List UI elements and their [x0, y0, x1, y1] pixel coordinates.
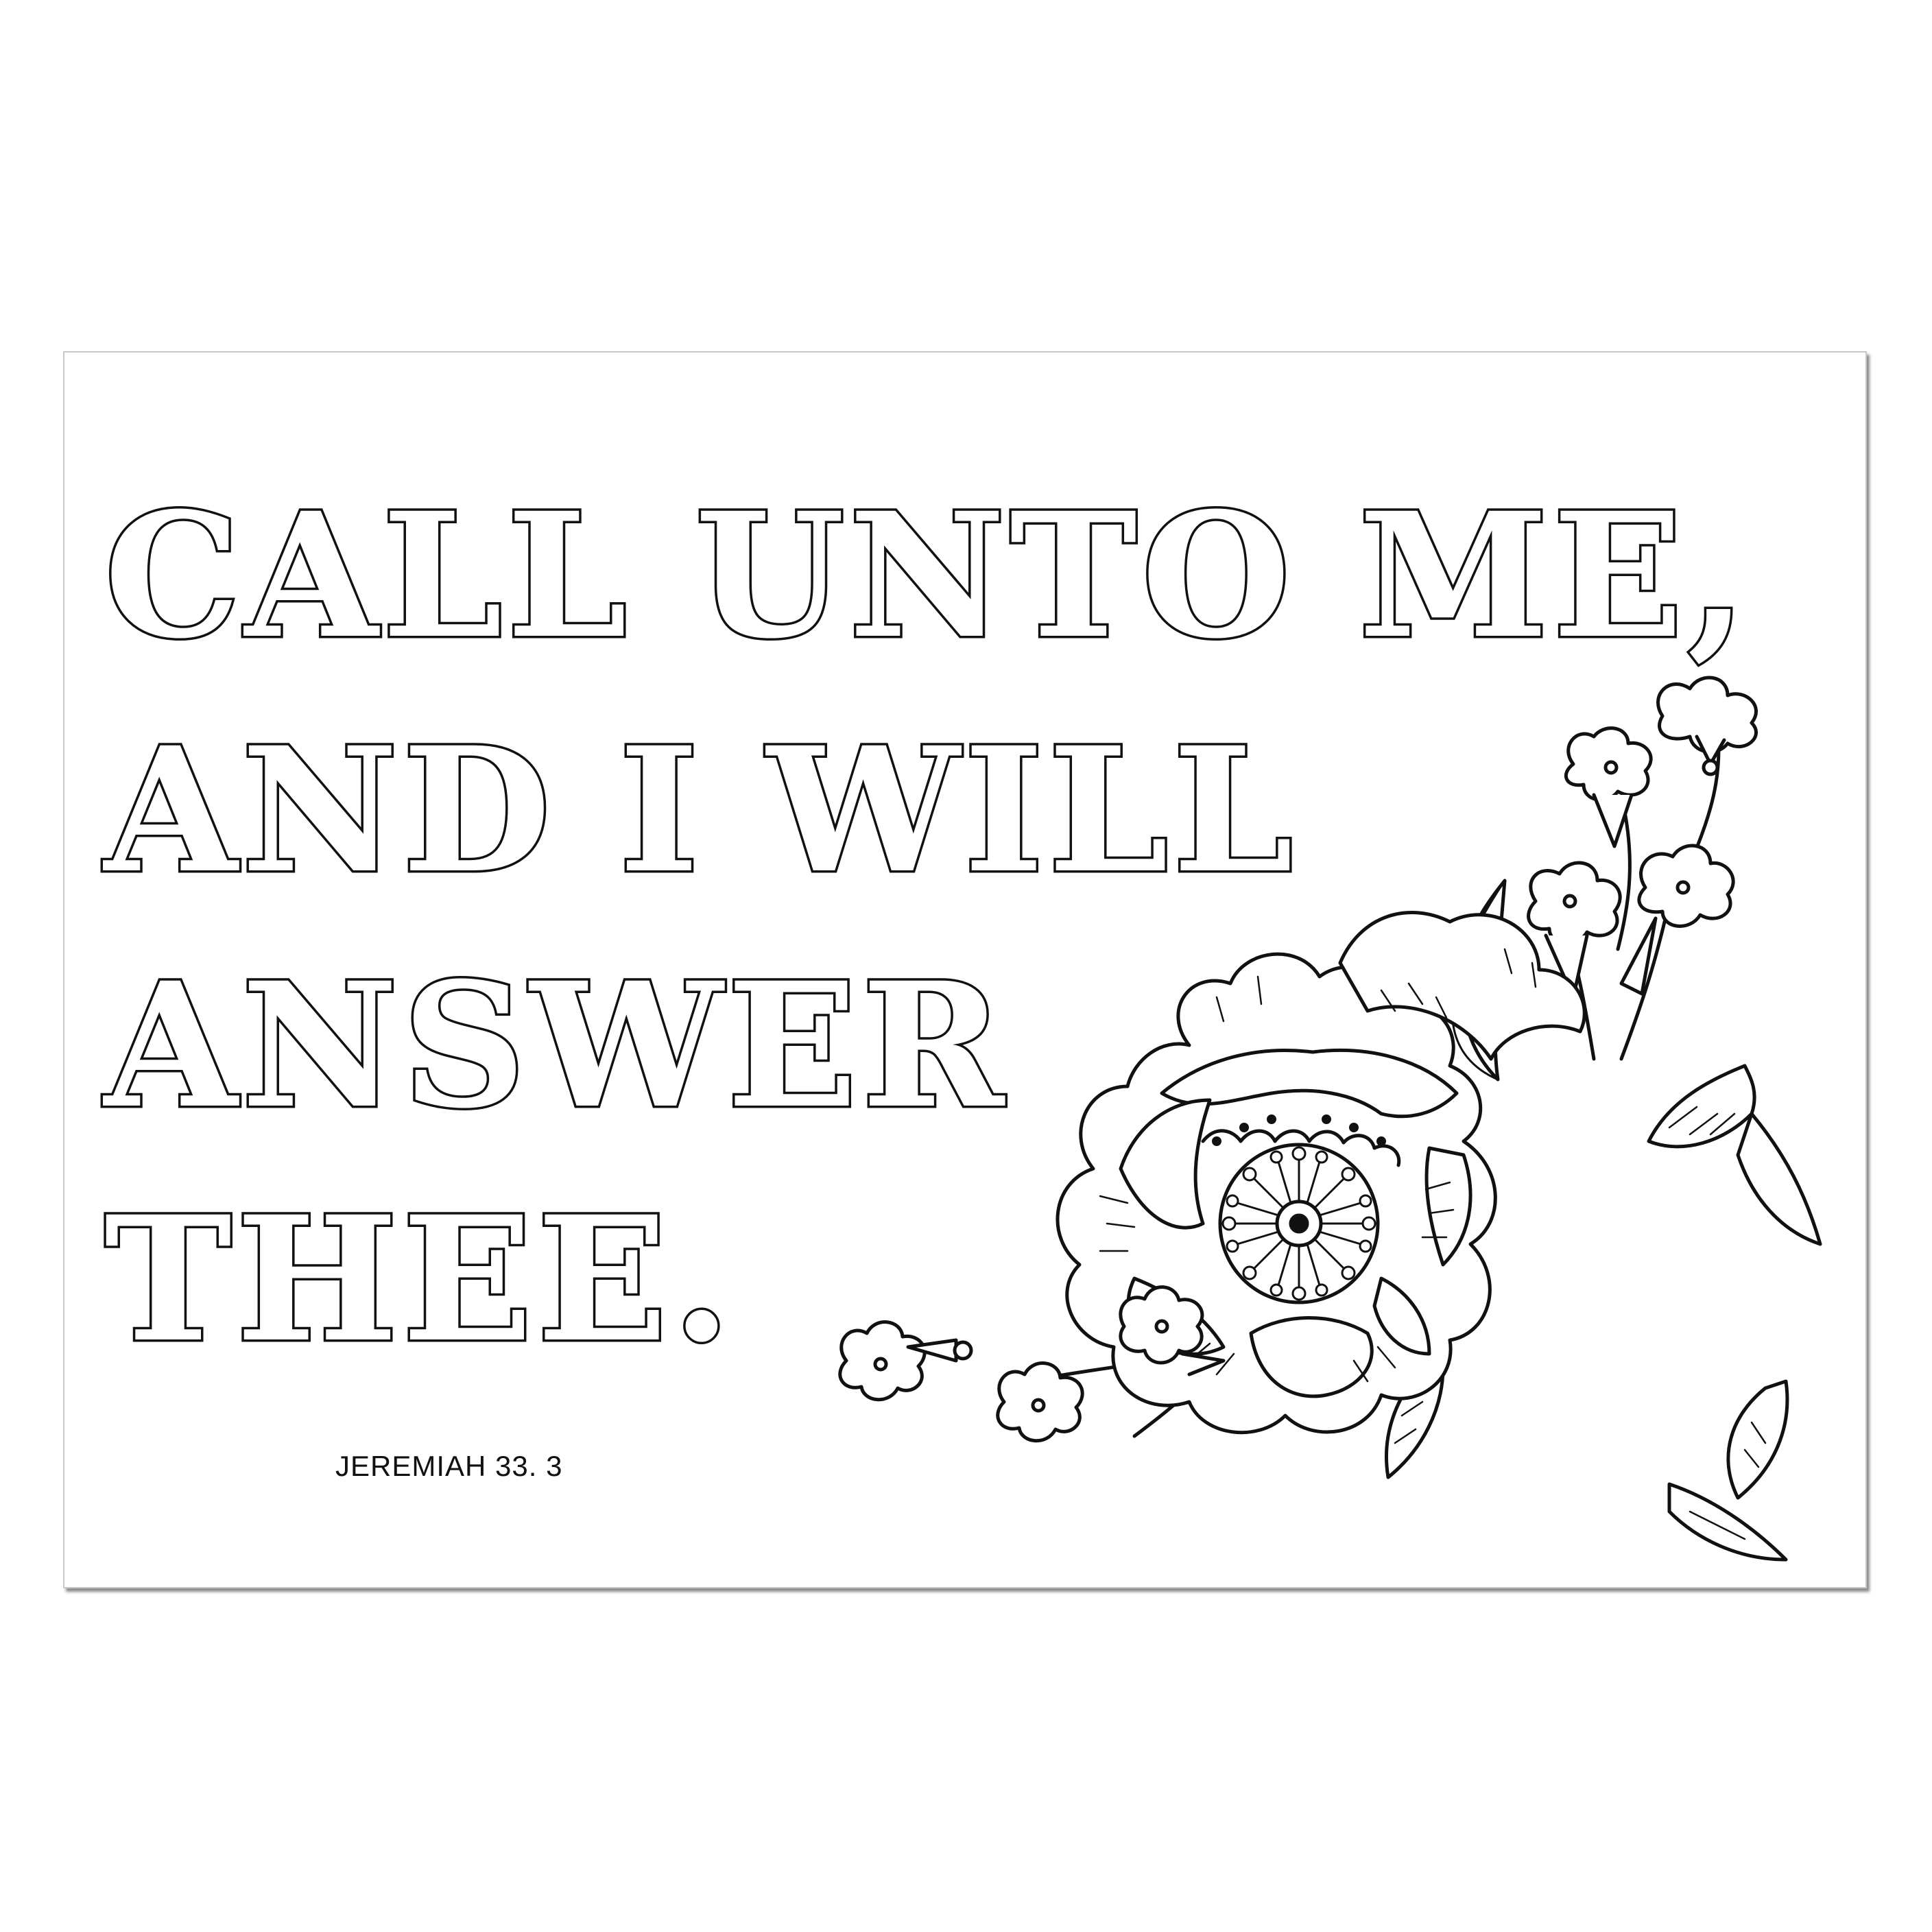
verse-line-4: THEE.: [104, 1178, 736, 1380]
verse-line-1: CALL UNTO ME,: [104, 475, 1752, 676]
flower-illustration-icon: [778, 675, 1855, 1573]
verse-line-2: AND I WILL: [104, 709, 1298, 911]
verse-line-3: ANSWER: [104, 944, 1009, 1146]
coloring-card: [63, 351, 1867, 1588]
scripture-reference: JEREMIAH 33. 3: [335, 1450, 563, 1482]
